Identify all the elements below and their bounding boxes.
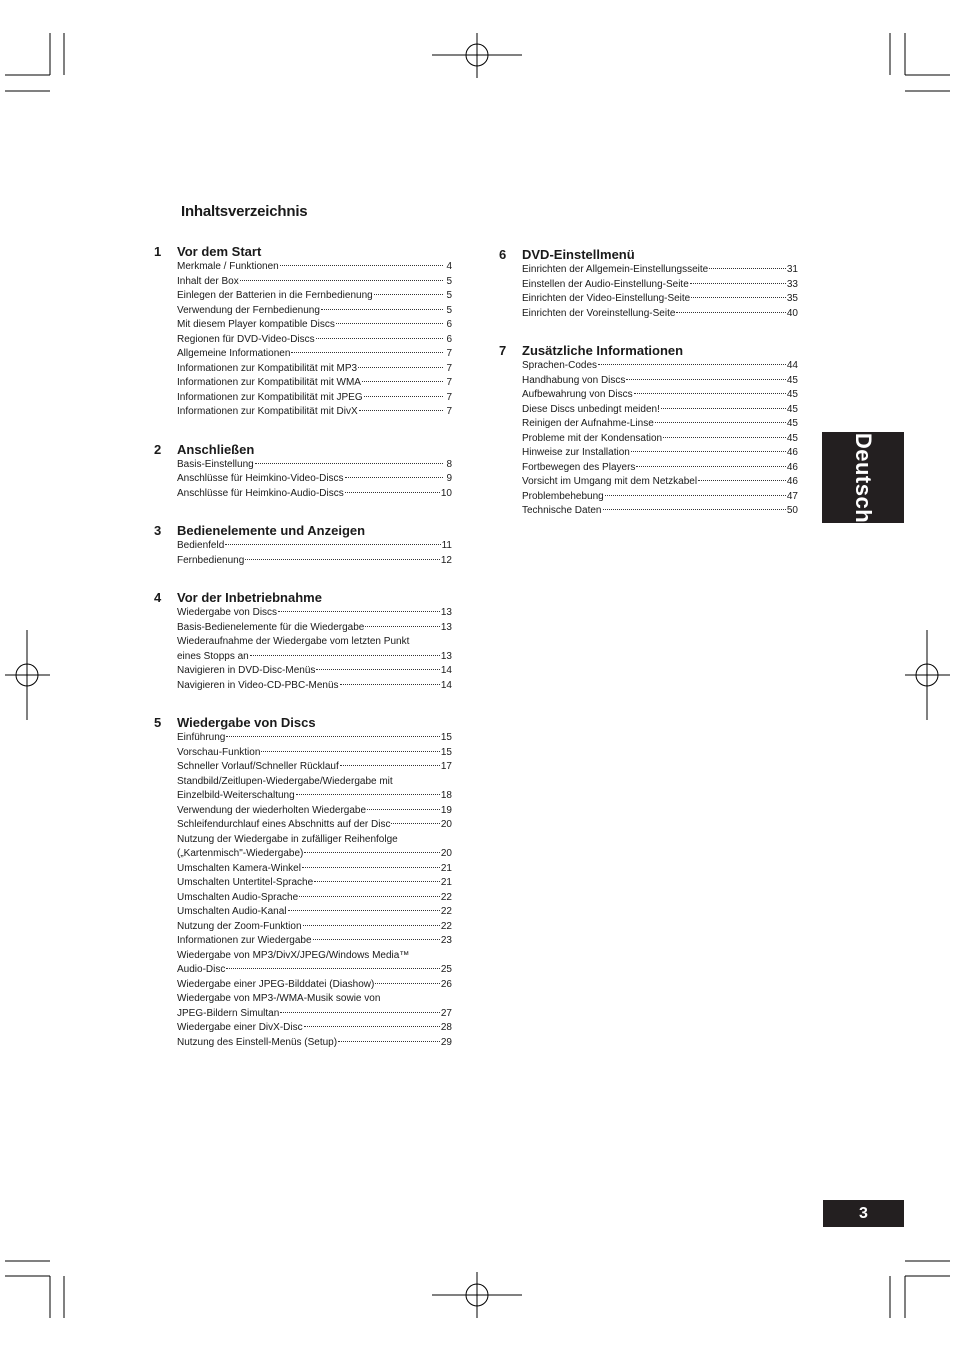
entry-page: 7 [446, 406, 452, 417]
toc-section [154, 590, 452, 693]
dot-leader [314, 881, 440, 882]
entry-title: Allgemeine Informationen [177, 348, 291, 359]
dot-leader [367, 809, 440, 810]
dot-leader [302, 867, 440, 868]
entry-page: 22 [440, 906, 452, 917]
entry-title: Technische Daten [522, 505, 602, 516]
entry-title: Bedienfeld [177, 540, 225, 551]
section-title: Bedienelemente und Anzeigen [177, 523, 366, 538]
toc-entry [177, 934, 452, 949]
entry-title: Fernbedienung [177, 554, 245, 566]
entry-title: Nutzung der Zoom-Funktion [177, 920, 302, 932]
entry-list [177, 260, 452, 420]
entry-title: Informationen zur Kompatibilität mit WMA [177, 377, 361, 388]
dot-leader [338, 1041, 440, 1042]
entry-page: 46 [786, 447, 798, 458]
section-title: Vor dem Start [177, 244, 262, 259]
toc-entry [177, 679, 452, 694]
entry-page: 21 [440, 877, 452, 888]
dot-leader [362, 381, 443, 382]
toc-entry [177, 554, 452, 569]
section-number: 2 [154, 441, 162, 457]
toc-entry [177, 978, 452, 993]
entry-page: 10 [440, 487, 452, 499]
entry-title-line: Standbild/Zeitlupen-Wiedergabe/Wiedergabe mit [177, 775, 393, 787]
toc-entry [177, 664, 452, 679]
toc-entry [177, 760, 452, 775]
entry-title: Verwendung der wiederholten Wiedergabe [177, 804, 367, 816]
dot-leader [709, 268, 786, 269]
entry-title: Handhabung von Discs [522, 374, 626, 386]
entry-title: Navigieren in DVD-Disc-Menüs [177, 665, 316, 676]
dot-leader [316, 669, 440, 670]
toc-entry [522, 446, 798, 461]
dot-leader [345, 477, 443, 478]
toc-entry [522, 278, 798, 293]
entry-title: Vorschau-Funktion [177, 746, 261, 758]
toc-entry [522, 374, 798, 389]
entry-page: 28 [440, 1022, 452, 1033]
section-number: 6 [499, 247, 507, 262]
entry-page: 15 [440, 746, 452, 758]
toc-entry [522, 388, 798, 403]
toc-entry [177, 789, 452, 804]
entry-page: 31 [786, 264, 798, 275]
dot-leader [391, 823, 439, 824]
dot-leader [296, 794, 440, 795]
dot-leader [374, 294, 443, 295]
dot-leader [240, 280, 443, 281]
dot-leader [663, 437, 786, 438]
entry-page: 20 [440, 819, 452, 830]
toc-entry [177, 804, 452, 819]
entry-title: Informationen zur Wiedergabe [177, 935, 312, 946]
dot-leader [303, 925, 440, 926]
entry-title: Einrichten der Allgemein-Einstellungsseite [522, 264, 709, 275]
language-tab [822, 432, 904, 523]
entry-page: 12 [440, 554, 452, 566]
dot-leader [340, 684, 440, 685]
entry-page: 20 [440, 848, 452, 859]
entry-title: Anschlüsse für Heimkino-Video-Discs [177, 473, 344, 484]
dot-leader [698, 480, 786, 481]
toc-entry [522, 307, 798, 322]
entry-title: Reinigen der Aufnahme-Linse [522, 418, 654, 429]
section-number: 3 [154, 523, 162, 538]
entry-page: 50 [786, 505, 798, 516]
dot-leader [304, 1026, 440, 1027]
entry-title: Einrichten der Voreinstellung-Seite [522, 307, 676, 319]
dot-leader [631, 451, 786, 452]
section-title: Zusätzliche Informationen [522, 343, 684, 358]
toc-entry [177, 304, 452, 319]
dot-leader [225, 544, 440, 545]
entry-title: Problembehebung [522, 490, 604, 502]
entry-page: 45 [786, 389, 798, 400]
entry-title: Informationen zur Kompatibilität mit DivX [177, 406, 358, 417]
toc-entry [177, 606, 452, 621]
entry-page: 45 [786, 374, 798, 386]
toc-entry [177, 333, 452, 348]
entry-page: 8 [446, 458, 452, 470]
toc-entry [177, 1036, 452, 1051]
section-number: 1 [154, 244, 162, 259]
entry-page: 17 [440, 761, 452, 772]
entry-title: eines Stopps an [177, 650, 249, 662]
toc-entry [177, 347, 452, 362]
entry-page: 7 [446, 362, 452, 374]
toc-entry [522, 461, 798, 476]
entry-title: Basis-Bedienelemente für die Wiedergabe [177, 621, 365, 633]
entry-title: Informationen zur Kompatibilität mit MP3 [177, 362, 358, 374]
entry-page: 6 [446, 333, 452, 345]
dot-leader [364, 396, 443, 397]
dot-leader [280, 265, 443, 266]
toc-entry [177, 891, 452, 906]
toc-entry [177, 920, 452, 935]
toc-entry [177, 289, 452, 304]
toc-entry [177, 731, 452, 746]
dot-leader [359, 410, 443, 411]
entry-title: Basis-Einstellung [177, 458, 254, 470]
dot-leader [365, 626, 440, 627]
section-title: Vor der Inbetriebnahme [177, 590, 322, 605]
dot-leader [245, 559, 440, 560]
toc-section [154, 523, 452, 568]
entry-title: Vorsicht im Umgang mit dem Netzkabel [522, 476, 698, 487]
dot-leader [316, 338, 443, 339]
entry-title: Umschalten Untertitel-Sprache [177, 877, 314, 888]
toc-section [499, 247, 798, 321]
dot-leader [661, 408, 786, 409]
entry-title-line: Wiederaufnahme der Wiedergabe vom letzten Punkt [177, 636, 410, 647]
dot-leader [375, 983, 440, 984]
dot-leader [299, 896, 440, 897]
entry-title: Mit diesem Player kompatible Discs [177, 319, 335, 330]
entry-page: 19 [440, 804, 452, 816]
toc-entry [177, 376, 452, 391]
entry-page: 13 [440, 621, 452, 633]
entry-list [177, 606, 452, 693]
entry-title: Wiedergabe von Discs [177, 607, 278, 618]
entry-list [522, 263, 798, 321]
entry-page: 46 [786, 476, 798, 487]
entry-page: 22 [440, 920, 452, 932]
section-number: 7 [499, 343, 507, 358]
entry-title: Einführung [177, 732, 226, 743]
entry-page: 22 [440, 891, 452, 903]
dot-leader [634, 393, 786, 394]
toc-entry [177, 539, 452, 554]
entry-title: Umschalten Audio-Kanal [177, 906, 287, 917]
entry-title: Navigieren in Video-CD-PBC-Menüs [177, 679, 339, 691]
dot-leader [626, 379, 785, 380]
dot-leader [345, 492, 440, 493]
dot-leader [598, 364, 786, 365]
dot-leader [603, 509, 786, 510]
entry-title: Wiedergabe einer DivX-Disc [177, 1022, 303, 1033]
entry-title: Einlegen der Batterien in die Fernbedienung [177, 290, 373, 301]
entry-page: 45 [786, 418, 798, 429]
entry-list [177, 539, 452, 568]
entry-title: Merkmale / Funktionen [177, 261, 279, 272]
toc-entry [177, 275, 452, 290]
entry-title: JPEG-Bildern Simultan [177, 1007, 280, 1019]
entry-title: Probleme mit der Kondensation [522, 432, 663, 444]
entry-title-line: Wiedergabe von MP3/DivX/JPEG/Windows Media™ [177, 949, 410, 961]
dot-leader [278, 611, 440, 612]
toc-entry [177, 621, 452, 636]
entry-list [177, 731, 452, 1050]
toc-entry [177, 487, 452, 502]
toc-entry [177, 818, 452, 833]
entry-title: Schleifendurchlauf eines Abschnitts auf der Disc [177, 819, 391, 830]
entry-page: 25 [440, 964, 452, 975]
entry-title: Aufbewahrung von Discs [522, 389, 633, 400]
section-title: Anschließen [177, 441, 255, 457]
entry-title: Wiedergabe einer JPEG-Bilddatei (Diashow) [177, 978, 375, 990]
entry-title: Einrichten der Video-Einstellung-Seite [522, 293, 691, 304]
entry-page: 7 [446, 377, 452, 388]
toc-entry [177, 650, 452, 665]
entry-page: 14 [440, 665, 452, 676]
entry-page: 7 [446, 348, 452, 359]
dot-leader [340, 765, 440, 766]
page-title: Inhaltsverzeichnis [181, 203, 308, 220]
toc-entry [177, 862, 452, 877]
entry-page: 33 [786, 278, 798, 290]
entry-title: Regionen für DVD-Video-Discs [177, 333, 315, 345]
toc-entry [177, 391, 452, 406]
toc-entry [177, 318, 452, 333]
dot-leader [280, 1012, 440, 1013]
language-tab-label: Deutsch [851, 432, 877, 523]
toc-section [154, 442, 452, 502]
entry-page: 9 [446, 473, 452, 484]
entry-page: 21 [440, 862, 452, 874]
dot-leader [605, 495, 786, 496]
entry-page: 5 [446, 304, 452, 316]
entry-page: 14 [440, 679, 452, 691]
dot-leader [261, 751, 439, 752]
entry-page: 45 [786, 432, 798, 444]
entry-page: 47 [786, 490, 798, 502]
dot-leader [358, 367, 443, 368]
toc-entry [522, 263, 798, 278]
toc-entry [522, 504, 798, 519]
toc-entry [522, 403, 798, 418]
toc-entry [177, 905, 452, 920]
entry-page: 23 [440, 935, 452, 946]
toc-section [154, 244, 452, 420]
entry-title: Schneller Vorlauf/Schneller Rücklauf [177, 761, 339, 772]
entry-title: Umschalten Kamera-Winkel [177, 862, 301, 874]
toc-entry [522, 475, 798, 490]
entry-title: Nutzung des Einstell-Menüs (Setup) [177, 1036, 338, 1048]
dot-leader [288, 910, 440, 911]
entry-page: 35 [786, 293, 798, 304]
section-title: DVD-Einstellmenü [522, 247, 635, 262]
dot-leader [691, 297, 786, 298]
toc-entry [177, 963, 452, 978]
entry-page: 4 [446, 261, 452, 272]
toc-entry [177, 458, 452, 473]
dot-leader [321, 309, 443, 310]
entry-title: Einstellen der Audio-Einstellung-Seite [522, 278, 689, 290]
entry-page: 44 [786, 360, 798, 371]
dot-leader [690, 283, 786, 284]
entry-title: Diese Discs unbedingt meiden! [522, 403, 660, 415]
entry-title: Fortbewegen des Players [522, 461, 636, 473]
dot-leader [655, 422, 786, 423]
toc-entry [522, 417, 798, 432]
entry-page: 6 [446, 319, 452, 330]
dot-leader [304, 852, 440, 853]
entry-page: 5 [446, 275, 452, 287]
section-number: 4 [154, 590, 162, 605]
entry-list [177, 458, 452, 502]
toc-entry [177, 876, 452, 891]
entry-page: 15 [440, 732, 452, 743]
entry-title: Audio-Disc [177, 964, 226, 975]
dot-leader [226, 968, 440, 969]
entry-page: 26 [440, 978, 452, 990]
entry-page: 11 [441, 540, 452, 551]
toc-entry [177, 847, 452, 862]
toc-entry [177, 260, 452, 275]
entry-page: 40 [786, 307, 798, 319]
entry-title: Anschlüsse für Heimkino-Audio-Discs [177, 487, 344, 499]
dot-leader [291, 352, 443, 353]
entry-title: Umschalten Audio-Sprache [177, 891, 299, 903]
entry-page: 18 [440, 790, 452, 801]
entry-title-line: Nutzung der Wiedergabe in zufälliger Reihenfolge [177, 833, 398, 845]
toc-entry [522, 490, 798, 505]
entry-page: 7 [446, 391, 452, 403]
dot-leader [636, 466, 785, 467]
entry-title-line: Wiedergabe von MP3-/WMA-Musik sowie von [177, 993, 381, 1004]
entry-page: 46 [786, 461, 798, 473]
entry-page: 13 [440, 650, 452, 662]
toc-entry [177, 1007, 452, 1022]
toc-column-right [499, 247, 798, 541]
toc-entry [177, 362, 452, 377]
entry-title: Hinweise zur Installation [522, 447, 630, 458]
dot-leader [226, 736, 440, 737]
toc-column-left [154, 244, 452, 1072]
entry-title: Verwendung der Fernbedienung [177, 304, 320, 316]
toc-entry [177, 1021, 452, 1036]
entry-page: 5 [446, 290, 452, 301]
entry-title: Einzelbild-Weiterschaltung [177, 790, 295, 801]
toc-entry [522, 432, 798, 447]
entry-list [522, 359, 798, 519]
section-number: 5 [154, 715, 162, 730]
entry-page: 29 [440, 1036, 452, 1048]
dot-leader [250, 655, 440, 656]
toc-entry [177, 472, 452, 487]
entry-title: („Kartenmisch"-Wiedergabe) [177, 848, 304, 859]
entry-title: Inhalt der Box [177, 275, 239, 287]
page-number: 3 [823, 1200, 904, 1227]
toc-entry [177, 405, 452, 420]
dot-leader [336, 323, 443, 324]
toc-entry [522, 292, 798, 307]
entry-page: 27 [440, 1007, 452, 1019]
section-title: Wiedergabe von Discs [177, 715, 316, 730]
entry-page: 45 [786, 403, 798, 415]
entry-title: Sprachen-Codes [522, 360, 598, 371]
toc-section [499, 343, 798, 519]
toc-entry [177, 746, 452, 761]
dot-leader [676, 312, 785, 313]
dot-leader [313, 939, 440, 940]
toc-section [154, 715, 452, 1050]
dot-leader [255, 463, 443, 464]
entry-title: Informationen zur Kompatibilität mit JPEG [177, 391, 363, 403]
entry-page: 13 [440, 607, 452, 618]
toc-entry [522, 359, 798, 374]
